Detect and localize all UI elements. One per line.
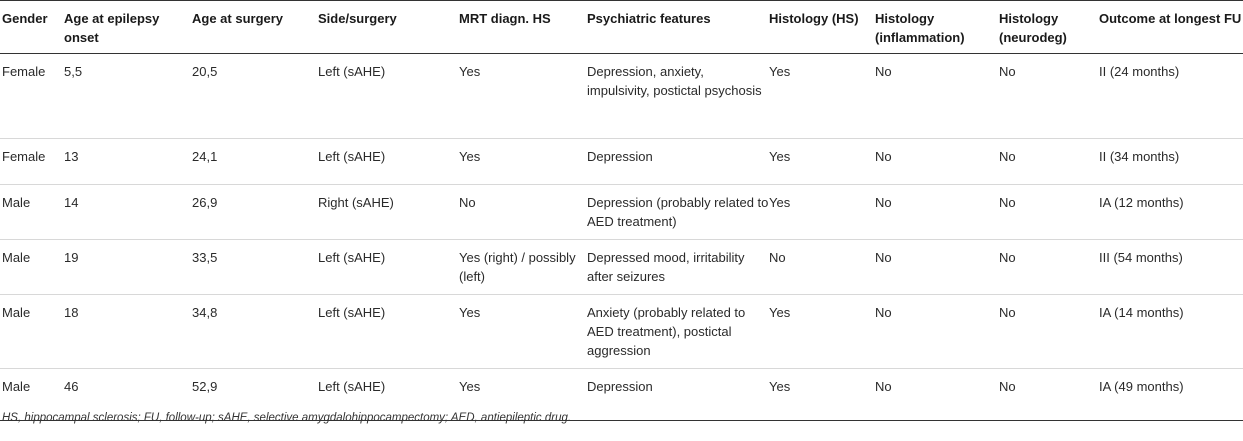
cell-outcome: IA (49 months) <box>1099 369 1243 421</box>
cell-side-surgery: Right (sAHE) <box>318 185 459 240</box>
cell-outcome: II (24 months) <box>1099 54 1243 139</box>
table-body <box>0 54 1243 421</box>
cell-age-surgery: 34,8 <box>192 295 318 369</box>
header-gender: Gender <box>0 1 64 54</box>
cell-histology-neurodeg: No <box>999 185 1099 240</box>
cell-histology-hs: No <box>769 240 875 295</box>
header-side-surgery: Side/surgery <box>318 1 459 54</box>
cell-mrt-diagnosis: Yes <box>459 139 587 185</box>
cell-outcome: III (54 months) <box>1099 240 1243 295</box>
cell-psychiatric-features: Depression, anxiety, impulsivity, postictal psychosis <box>587 54 769 139</box>
cell-histology-hs: Yes <box>769 185 875 240</box>
cell-mrt-diagnosis: Yes <box>459 295 587 369</box>
cell-age-onset: 46 <box>64 369 192 421</box>
cell-side-surgery: Left (sAHE) <box>318 54 459 139</box>
cell-histology-hs: Yes <box>769 295 875 369</box>
table-row <box>0 240 1243 295</box>
cell-age-surgery: 52,9 <box>192 369 318 421</box>
cell-psychiatric-features: Anxiety (probably related to AED treatment), postictal aggression <box>587 295 769 369</box>
header-psychiatric-features: Psychiatric features <box>587 1 769 54</box>
cell-histology-inflammation: No <box>875 139 999 185</box>
table-footnote: HS, hippocampal sclerosis; FU, follow-up; sAHE, selective amygdalohippocampectomy; AED, antiepileptic drug. <box>2 412 572 424</box>
cell-psychiatric-features: Depression (probably related to AED treatment) <box>587 185 769 240</box>
cell-histology-inflammation: No <box>875 295 999 369</box>
cell-gender: Male <box>0 240 64 295</box>
cell-age-surgery: 24,1 <box>192 139 318 185</box>
cell-age-surgery: 20,5 <box>192 54 318 139</box>
cell-histology-neurodeg: No <box>999 139 1099 185</box>
cell-outcome: II (34 months) <box>1099 139 1243 185</box>
cell-mrt-diagnosis: Yes <box>459 369 587 421</box>
table-row <box>0 139 1243 185</box>
cell-histology-inflammation: No <box>875 185 999 240</box>
cell-gender: Male <box>0 185 64 240</box>
cell-mrt-diagnosis: Yes (right) / possibly (left) <box>459 240 587 295</box>
table-row <box>0 295 1243 369</box>
cell-age-surgery: 33,5 <box>192 240 318 295</box>
cell-psychiatric-features: Depression <box>587 139 769 185</box>
header-histology-neurodeg: Histology (neurodeg) <box>999 1 1099 54</box>
cell-outcome: IA (14 months) <box>1099 295 1243 369</box>
cell-age-surgery: 26,9 <box>192 185 318 240</box>
cell-histology-neurodeg: No <box>999 54 1099 139</box>
table-row <box>0 185 1243 240</box>
cell-psychiatric-features: Depression <box>587 369 769 421</box>
table-row <box>0 54 1243 139</box>
header-mrt-diagnosis: MRT diagn. HS <box>459 1 587 54</box>
cell-gender: Male <box>0 369 64 421</box>
cell-histology-neurodeg: No <box>999 369 1099 421</box>
header-histology-hs: Histology (HS) <box>769 1 875 54</box>
header-histology-inflammation: Histology (inflammation) <box>875 1 999 54</box>
cell-outcome: IA (12 months) <box>1099 185 1243 240</box>
cell-age-onset: 14 <box>64 185 192 240</box>
cell-age-onset: 18 <box>64 295 192 369</box>
cell-histology-hs: Yes <box>769 54 875 139</box>
cell-side-surgery: Left (sAHE) <box>318 139 459 185</box>
header-age-onset: Age at epilepsy onset <box>64 1 192 54</box>
cell-histology-inflammation: No <box>875 240 999 295</box>
cell-histology-hs: Yes <box>769 369 875 421</box>
cell-age-onset: 19 <box>64 240 192 295</box>
cell-age-onset: 13 <box>64 139 192 185</box>
table-header <box>0 1 1243 54</box>
cell-gender: Female <box>0 139 64 185</box>
cell-psychiatric-features: Depressed mood, irritability after seizures <box>587 240 769 295</box>
cell-gender: Female <box>0 54 64 139</box>
header-outcome: Outcome at longest FU <box>1099 1 1243 54</box>
header-row <box>0 1 1243 54</box>
cell-side-surgery: Left (sAHE) <box>318 295 459 369</box>
header-age-surgery: Age at surgery <box>192 1 318 54</box>
cell-histology-neurodeg: No <box>999 240 1099 295</box>
cell-age-onset: 5,5 <box>64 54 192 139</box>
cell-histology-inflammation: No <box>875 369 999 421</box>
cell-histology-neurodeg: No <box>999 295 1099 369</box>
cell-gender: Male <box>0 295 64 369</box>
cell-side-surgery: Left (sAHE) <box>318 240 459 295</box>
cell-histology-inflammation: No <box>875 54 999 139</box>
cell-histology-hs: Yes <box>769 139 875 185</box>
cell-side-surgery: Left (sAHE) <box>318 369 459 421</box>
cell-mrt-diagnosis: No <box>459 185 587 240</box>
cell-mrt-diagnosis: Yes <box>459 54 587 139</box>
